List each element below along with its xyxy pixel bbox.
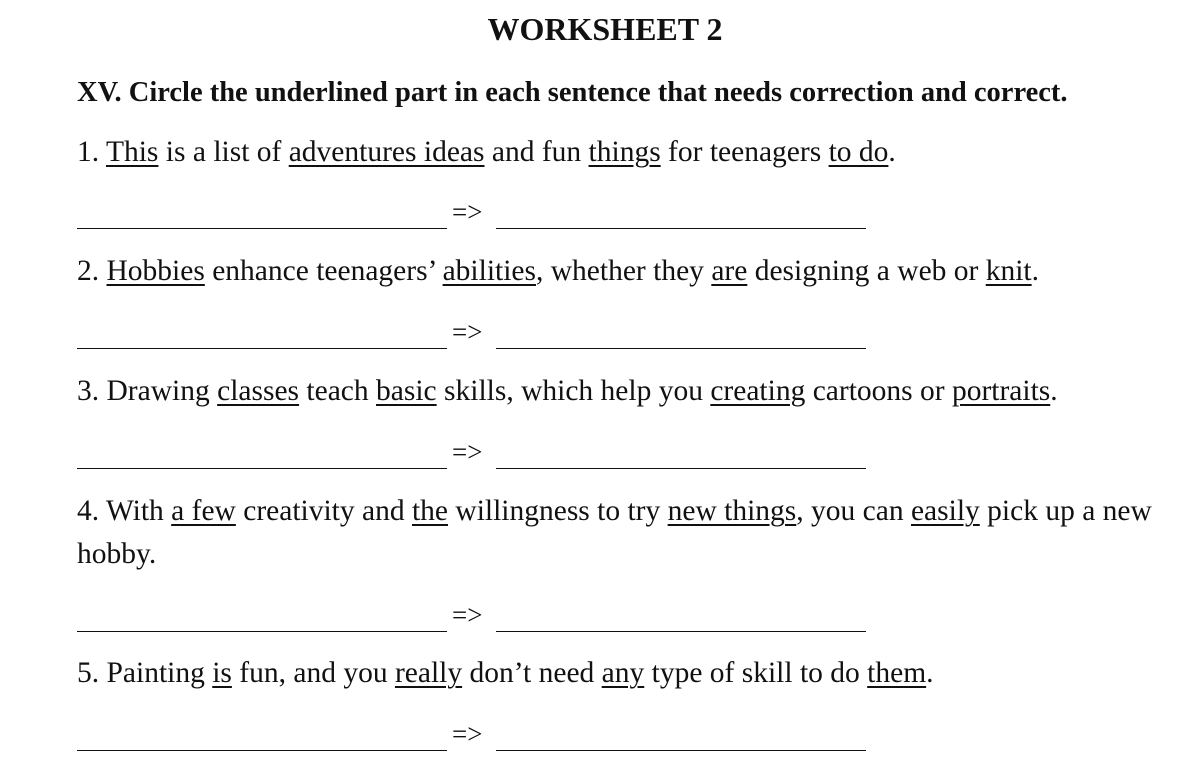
underlined-option[interactable]: things [588,136,661,168]
question-1-sentence [77,131,1157,174]
question-3-error-blank[interactable] [77,468,447,469]
sentence-text: creativity and [235,495,412,527]
sentence-text: don’t need [462,657,602,689]
question-1-text [77,136,896,168]
sentence-text: fun, and you [231,657,395,689]
underlined-option[interactable]: new things [667,495,797,527]
sentence-text: willingness to try [448,495,668,527]
sentence-text: 4. With [77,495,172,527]
sentence-text: skills, which help you [436,375,711,407]
question-2-correction-blank[interactable] [496,348,866,349]
sentence-text: 2. [77,255,107,287]
question-2-text [77,255,1039,287]
sentence-text: and fun [484,136,589,168]
question-5-sentence [77,652,1157,695]
question-5-text [77,657,934,689]
question-1-error-blank[interactable] [77,228,447,229]
sentence-text: for teenagers [660,136,829,168]
underlined-option[interactable]: is [212,657,232,689]
underlined-option[interactable]: Hobbies [106,255,205,287]
sentence-text: 1. [77,136,106,168]
worksheet-title: WORKSHEET 2 [487,11,723,47]
sentence-text: . [926,657,934,689]
sentence-text: , whether they [536,255,712,287]
sentence-text: pick up a new hobby. [77,495,1152,570]
underlined-option[interactable]: any [601,657,645,689]
underlined-option[interactable]: knit [985,255,1032,287]
question-5-correction-blank[interactable] [496,750,866,751]
underlined-option[interactable]: portraits [951,375,1051,407]
underlined-option[interactable]: adventures ideas [288,136,485,168]
arrow-symbol: => [452,719,483,749]
underlined-option[interactable]: to do [828,136,889,168]
question-2-answer-row [77,309,867,349]
arrow-symbol: => [452,437,483,467]
sentence-text: . [1050,375,1058,407]
underlined-option[interactable]: This [105,136,159,168]
sentence-text: 3. Drawing [77,375,218,407]
arrow-symbol: => [452,317,483,347]
question-2-sentence [77,250,1157,293]
underlined-option[interactable]: basic [376,375,437,407]
sentence-text: type of skill to do [644,657,868,689]
question-3-correction-blank[interactable] [496,468,866,469]
sentence-text: , you can [796,495,911,527]
underlined-option[interactable]: really [394,657,463,689]
sentence-text: . [1031,255,1040,287]
question-4-correction-blank[interactable] [496,631,866,632]
sentence-text: . [888,136,896,168]
underlined-option[interactable]: easily [910,495,980,527]
underlined-option[interactable]: classes [217,375,300,407]
underlined-option[interactable]: them [867,657,927,689]
question-1-correction-blank[interactable] [496,228,866,229]
underlined-option[interactable]: a few [171,495,236,527]
question-4-answer-row [77,592,867,632]
sentence-text: teach [299,375,377,407]
question-3-text [77,375,1058,407]
question-4-sentence [77,490,1157,576]
arrow-symbol: => [452,600,483,630]
question-5-answer-row [77,711,867,751]
question-4-text [77,495,1152,570]
question-3-sentence [77,370,1157,413]
sentence-text: 5. Painting [77,657,213,689]
question-4-error-blank[interactable] [77,631,447,632]
question-5-error-blank[interactable] [77,750,447,751]
underlined-option[interactable]: are [711,255,748,287]
underlined-option[interactable]: the [411,495,449,527]
question-3-answer-row [77,429,867,469]
question-1-answer-row [77,189,867,229]
arrow-symbol: => [452,197,483,227]
sentence-text: enhance teenagers’ [204,255,443,287]
exercise-instruction: XV. Circle the underlined part in each sentence that needs correction and correct. [77,77,1068,108]
sentence-text: cartoons or [805,375,952,407]
underlined-option[interactable]: abilities [442,255,536,287]
question-2-error-blank[interactable] [77,348,447,349]
underlined-option[interactable]: creating [710,375,806,407]
sentence-text: designing a web or [747,255,986,287]
sentence-text: is a list of [158,136,289,168]
